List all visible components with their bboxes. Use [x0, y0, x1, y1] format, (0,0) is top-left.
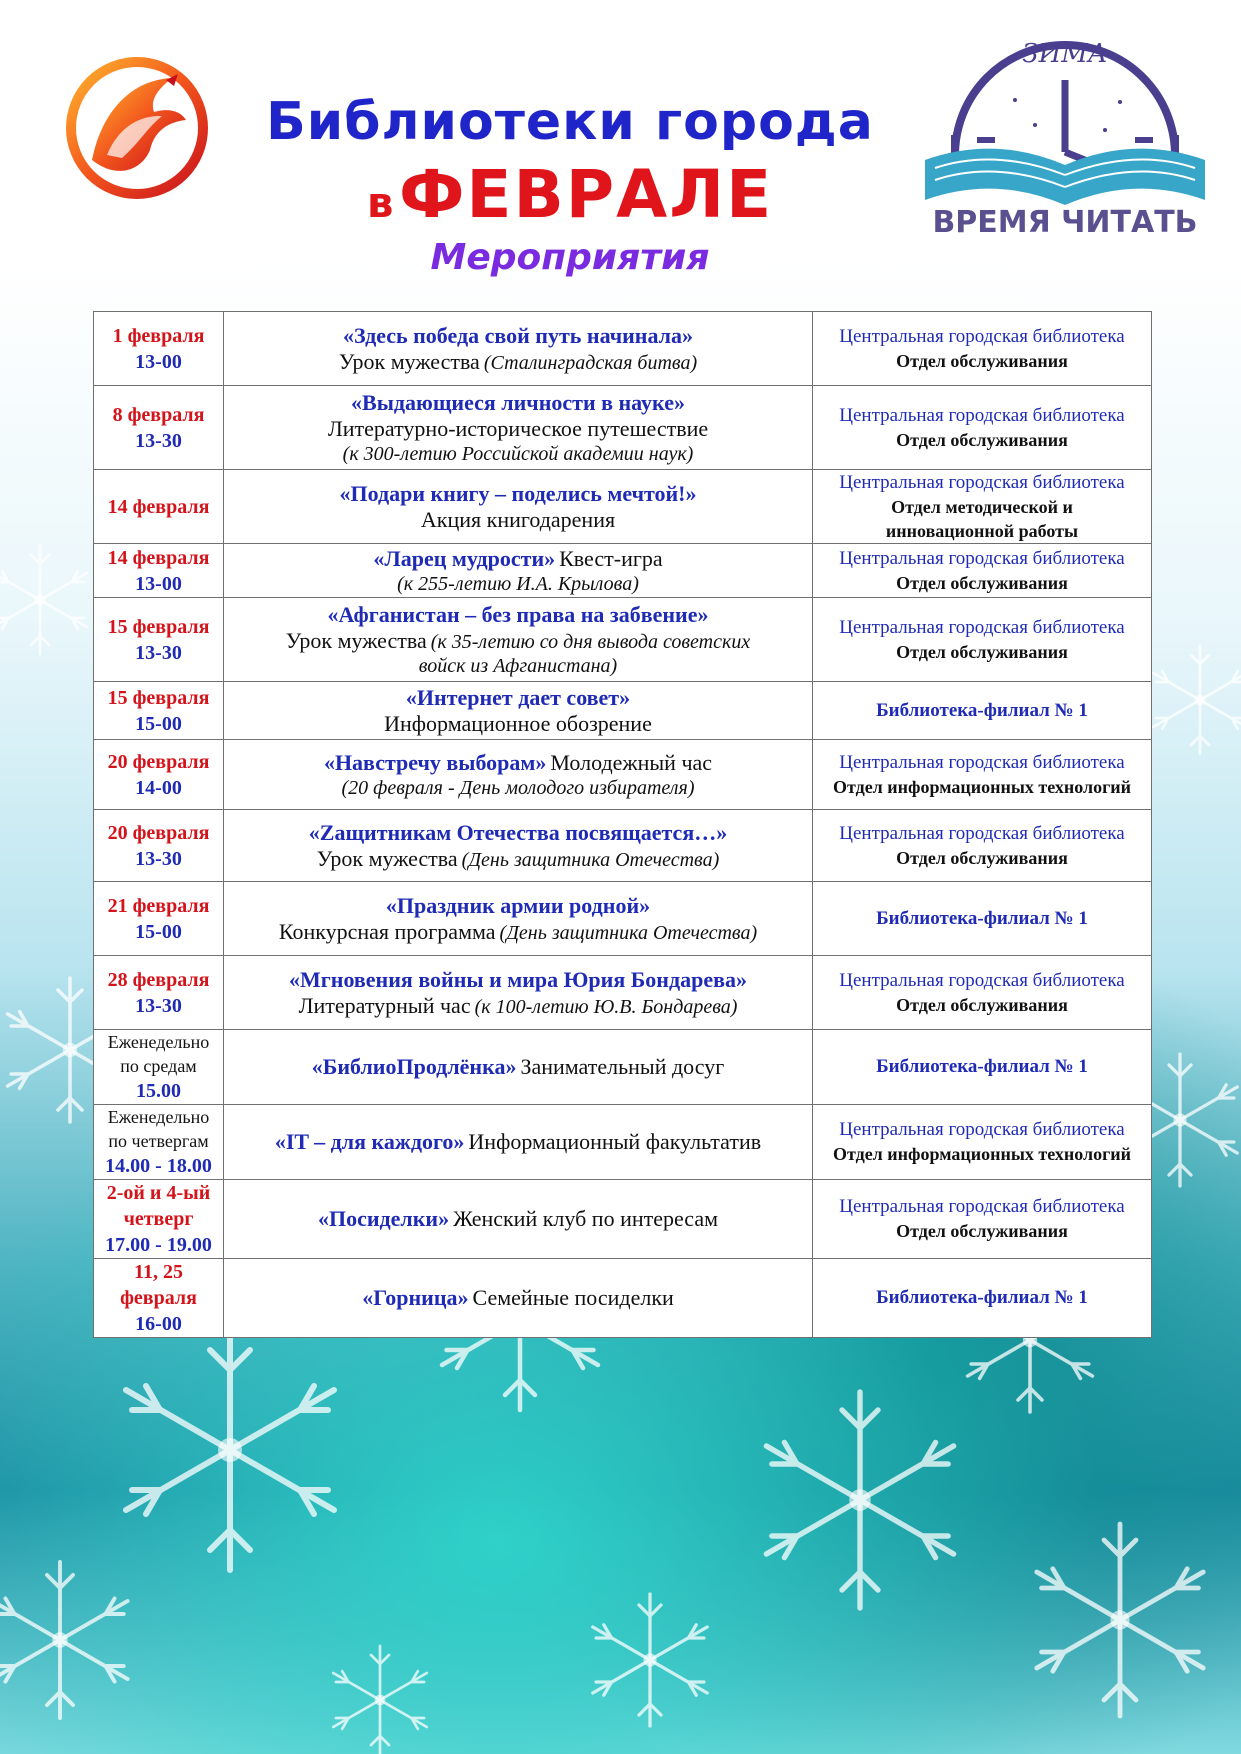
event-library: Центральная городская библиотека: [839, 1119, 1125, 1140]
event-time: 17.00 - 19.00: [105, 1234, 212, 1256]
event-date-cell: [94, 1030, 224, 1105]
event-type: Конкурсная программа: [278, 918, 496, 944]
event-info-cell: [224, 1259, 813, 1338]
event-branch: Библиотека-филиал № 1: [876, 1287, 1088, 1308]
event-date: 11, 25 февраля: [120, 1261, 197, 1309]
table-row: [94, 386, 1152, 470]
header: [0, 0, 1241, 290]
table-row: [94, 740, 1152, 810]
event-date-cell: [94, 386, 224, 470]
event-info-cell: [224, 1030, 813, 1105]
event-note: (к 100-летию Ю.В. Бондарева): [474, 995, 738, 1018]
event-library: Центральная городская библиотека: [839, 325, 1125, 347]
event-department: Отдел обслуживания: [896, 641, 1068, 662]
event-info-cell: [224, 682, 813, 740]
table-row: [94, 544, 1152, 598]
event-title: «Афганистан – без права на забвение»: [327, 601, 709, 627]
event-department: Отдел информационных технологий: [832, 1144, 1132, 1164]
event-time: 14.00 - 18.00: [105, 1155, 212, 1177]
event-place-cell: [813, 740, 1152, 810]
event-branch: Библиотека-филиал № 1: [876, 1056, 1088, 1077]
table-row: [94, 1259, 1152, 1338]
event-department: Отдел обслуживания: [896, 994, 1068, 1015]
winter-reading-logo: [915, 40, 1215, 240]
event-time: 15.00: [136, 1080, 181, 1102]
event-department: Отдел информационных технологий: [832, 776, 1132, 797]
event-frequency: Еженедельно: [107, 1107, 210, 1127]
event-info-cell: [224, 386, 813, 470]
event-place-cell: [813, 544, 1152, 598]
event-info-cell: [224, 882, 813, 956]
event-title: «IT – для каждого»: [274, 1129, 465, 1154]
event-date-cell: [94, 740, 224, 810]
event-weekday: по средам: [120, 1056, 197, 1076]
event-note: (к 300-летию Российской академии наук): [342, 442, 694, 465]
event-date: 2-ой и 4-ый четверг: [106, 1182, 211, 1230]
table-row: [94, 1180, 1152, 1259]
event-title: «Мгновения войны и мира Юрия Бондарева»: [289, 966, 747, 992]
event-info-cell: [224, 956, 813, 1030]
event-time: 13-00: [135, 350, 182, 373]
event-place-cell: [813, 1030, 1152, 1105]
event-department: Отдел методической и инновационной работы: [885, 496, 1079, 541]
event-department: Отдел обслуживания: [896, 1221, 1068, 1241]
event-info-cell: [224, 544, 813, 598]
event-date: 15 февраля: [107, 615, 210, 638]
event-title: «Ларец мудрости»: [373, 545, 556, 571]
table-row: [94, 682, 1152, 740]
event-library: Центральная городская библиотека: [839, 1196, 1125, 1217]
event-date-cell: [94, 598, 224, 682]
event-weekday: по четвергам: [108, 1131, 209, 1151]
event-date: 20 февраля: [107, 750, 210, 773]
event-note: (Сталинградская битва): [483, 351, 698, 374]
page-title-month: [250, 156, 890, 233]
event-place-cell: [813, 1180, 1152, 1259]
event-department: Отдел обслуживания: [896, 429, 1068, 450]
event-time: 15-00: [135, 920, 182, 943]
event-info-cell: [224, 1105, 813, 1180]
event-department: Отдел обслуживания: [896, 350, 1068, 371]
event-place-cell: [813, 598, 1152, 682]
table-row: [94, 810, 1152, 882]
page-subtitle: Мероприятия: [430, 237, 710, 278]
event-info-cell: [224, 312, 813, 386]
event-library: Центральная городская библиотека: [839, 751, 1125, 773]
event-date-cell: [94, 544, 224, 598]
event-note: (к 35-летию со дня вывода советских войск из Афганистана): [418, 630, 751, 677]
event-type: Информационное обозрение: [384, 710, 652, 736]
title-month: ФЕВРАЛЕ: [398, 156, 774, 233]
event-branch: Библиотека-филиал № 1: [876, 699, 1088, 721]
event-type: Литературный час: [298, 992, 471, 1018]
event-note: (День защитника Отечества): [499, 921, 758, 944]
event-date-cell: [94, 882, 224, 956]
event-date: 1 февраля: [112, 324, 205, 347]
event-date: 20 февраля: [107, 821, 210, 844]
event-date-cell: [94, 956, 224, 1030]
event-date: 28 февраля: [107, 968, 210, 991]
event-date: 15 февраля: [107, 686, 210, 709]
event-library: Центральная городская библиотека: [839, 822, 1125, 844]
event-type: Урок мужества: [285, 627, 427, 653]
table-row: [94, 956, 1152, 1030]
event-library: Центральная городская библиотека: [839, 547, 1125, 569]
table-row: [94, 312, 1152, 386]
event-type: Женский клуб по интересам: [453, 1206, 719, 1231]
event-library: Центральная городская библиотека: [839, 404, 1125, 426]
event-type: Молодежный час: [550, 749, 713, 775]
event-title: «Выдающиеся личности в науке»: [351, 389, 685, 415]
event-place-cell: [813, 312, 1152, 386]
event-date-cell: [94, 1259, 224, 1338]
event-title: «Здесь победа свой путь начинала»: [343, 322, 693, 348]
event-department: Отдел обслуживания: [896, 847, 1068, 868]
event-type: Литературно-историческое путешествие: [327, 415, 709, 441]
event-note: (к 255-летию И.А. Крылова): [397, 572, 639, 595]
event-type: Акция книгодарения: [420, 506, 616, 532]
event-place-cell: [813, 386, 1152, 470]
event-info-cell: [224, 740, 813, 810]
event-time: 16-00: [135, 1313, 182, 1335]
page-title: Библиотеки города: [266, 92, 874, 152]
event-note: (День защитника Отечества): [461, 848, 720, 871]
event-place-cell: [813, 956, 1152, 1030]
event-type: Урок мужества: [316, 845, 458, 871]
event-time: 14-00: [135, 776, 182, 799]
event-type: Семейные посиделки: [472, 1285, 674, 1310]
table-row: [94, 470, 1152, 544]
event-date-cell: [94, 470, 224, 544]
event-place-cell: [813, 682, 1152, 740]
event-time: 13-30: [135, 429, 182, 452]
event-time: 15-00: [135, 712, 182, 735]
event-date-cell: [94, 810, 224, 882]
table-row: [94, 598, 1152, 682]
event-type: Квест-игра: [559, 545, 663, 571]
event-title: «Посиделки»: [317, 1206, 450, 1231]
event-library: Центральная городская библиотека: [839, 969, 1125, 991]
title-prefix: в: [366, 178, 394, 227]
event-place-cell: [813, 810, 1152, 882]
event-title: «Навстречу выборам»: [323, 749, 547, 775]
event-date: 14 февраля: [107, 495, 210, 518]
phoenix-logo: [62, 50, 212, 200]
logo-reading-text: ВРЕМЯ ЧИТАТЬ: [932, 205, 1198, 240]
event-library: Центральная городская библиотека: [839, 471, 1125, 493]
event-date-cell: [94, 682, 224, 740]
event-time: 13-30: [135, 641, 182, 664]
event-time: 13-30: [135, 994, 182, 1017]
event-title: «Подари книгу – поделись мечтой!»: [339, 480, 697, 506]
event-title: «Интернет дает совет»: [405, 684, 631, 710]
event-date-cell: [94, 1105, 224, 1180]
event-department: Отдел обслуживания: [896, 572, 1068, 593]
event-date: 14 февраля: [107, 546, 210, 569]
event-frequency: Еженедельно: [107, 1032, 210, 1052]
event-info-cell: [224, 810, 813, 882]
event-type: Занимательный досуг: [520, 1054, 725, 1079]
event-place-cell: [813, 1105, 1152, 1180]
event-title: «Zащитникам Отечества посвящается…»: [308, 819, 728, 845]
event-title: «Праздник армии родной»: [385, 892, 651, 918]
event-place-cell: [813, 1259, 1152, 1338]
event-library: Центральная городская библиотека: [839, 616, 1125, 638]
event-date: 21 февраля: [107, 894, 210, 917]
event-type: Урок мужества: [338, 348, 480, 374]
event-time: 13-00: [135, 572, 182, 595]
event-date: 8 февраля: [112, 403, 205, 426]
event-date-cell: [94, 312, 224, 386]
table-row: [94, 882, 1152, 956]
event-title: «БиблиоПродлёнка»: [311, 1054, 517, 1079]
event-time: 13-30: [135, 847, 182, 870]
event-info-cell: [224, 598, 813, 682]
table-row: [94, 1030, 1152, 1105]
event-place-cell: [813, 882, 1152, 956]
events-schedule-table: [93, 311, 1152, 1338]
event-info-cell: [224, 470, 813, 544]
event-date-cell: [94, 1180, 224, 1259]
event-info-cell: [224, 1180, 813, 1259]
table-row: [94, 1105, 1152, 1180]
event-branch: Библиотека-филиал № 1: [876, 907, 1088, 929]
event-place-cell: [813, 470, 1152, 544]
event-title: «Горница»: [362, 1285, 469, 1310]
event-type: Информационный факультатив: [468, 1129, 762, 1154]
event-note: (20 февраля - День молодого избирателя): [341, 776, 695, 799]
logo-zima-text: ЗИМА: [1022, 40, 1108, 69]
